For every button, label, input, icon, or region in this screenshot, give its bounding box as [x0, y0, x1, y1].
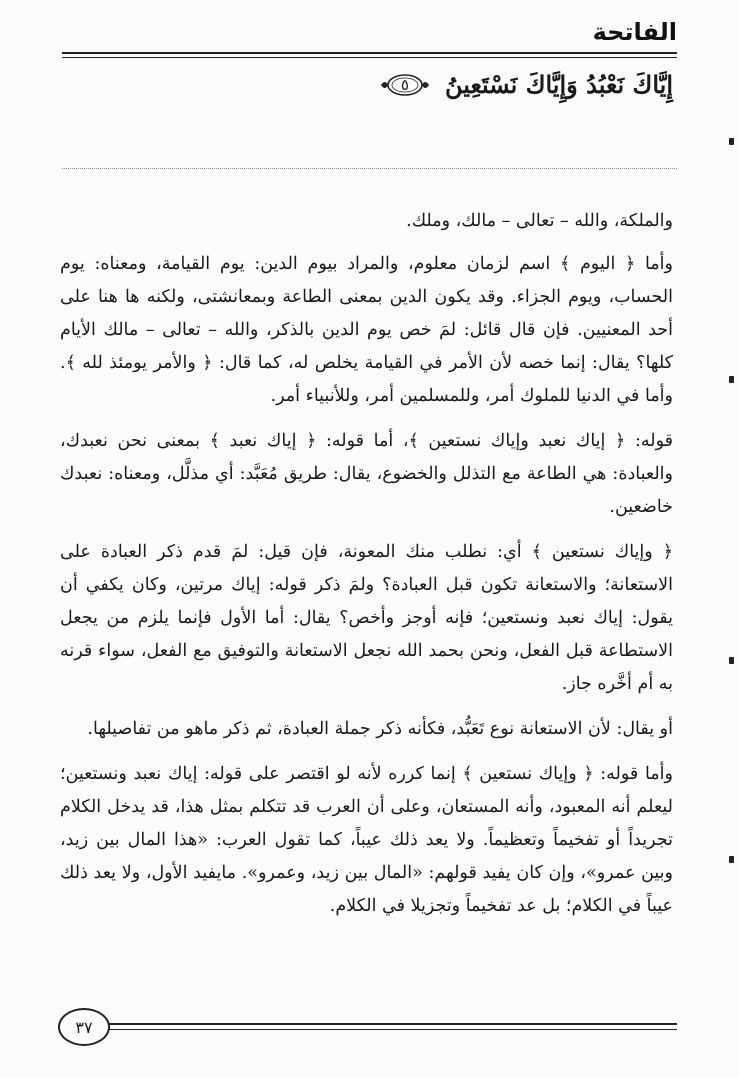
paragraph: وأما قوله: ﴿ وإياك نستعين ﴾ إنما كرره لأنه لو اقتصر على قوله: إياك نعبد ونستعين؛ ليعلم أنه المعبود، وأنه المستعان، وعلى أن العرب قد تتكلم بمثل هذا، قد يدخل الكلام تجريداً أو تفخيماً وتعظيماً. ولا يعد ذلك عيباً، كما تقول العرب: «هذا المال بين زيد، وبين عمرو»، وإن كان يفيد قولهم: «المال بين زيد، وعمرو». مايفيد الأول، ولا يعد ذلك عيباً في الكلام؛ بل عد تفخيماً وتجزيلا في الكلام. [60, 764, 673, 916]
footer-rule-thin [108, 1029, 677, 1030]
header-rule-thick [62, 52, 677, 54]
running-header-surah-name: الفاتحة [592, 18, 677, 46]
verse-heading [379, 70, 673, 99]
footer-rule-thick [108, 1023, 677, 1025]
paragraph: والملكة، والله – تعالى – مالك، وملك. [406, 211, 673, 231]
margin-mark [729, 138, 734, 145]
margin-mark [729, 856, 734, 863]
header-rule-thin [62, 57, 677, 58]
verse-number-ornament [379, 71, 431, 99]
commentary-body [60, 205, 673, 935]
paragraph: قوله: ﴿ إياك نعبد وإياك نستعين ﴾، أما قوله: ﴿ إياك نعبد ﴾ بمعنى نحن نعبدك، والعبادة: هي الطاعة مع التذلل والخضوع، يقال: طريق مُعَبَّد: أي مذلَّل، ومعناه: نعبدك خاضعين. [60, 431, 673, 517]
paragraph: ﴿ وإياك نستعين ﴾ أي: نطلب منك المعونة، فإن قيل: لمَ قدم ذكر العبادة على الاستعانة؛ والاستعانة تكون قبل العبادة؟ ولمَ ذكر قوله: إياك مرتين، وكان يكفي أن يقول: إياك نعبد ونستعين؛ فإنه أوجز وأخص؟ يقال: أما الأول فإنما يلزم من يجعل الاستطاعة قبل الفعل، ونحن بحمد الله نجعل الاستعانة والتوفيق مع الفعل، سواء قرنه به أم أخَّره جاز. [60, 542, 673, 694]
paragraph: وأما ﴿ اليوم ﴾ اسم لزمان معلوم، والمراد بيوم الدين: يوم القيامة، ومعناه: يوم الحساب، ويوم الجزاء. وقد يكون الدين بمعنى الطاعة وبمعانشتى، ولكنه ها هنا على أحد المعنيين. فإن قال قائل: لمَ خص يوم الدين بالذكر، والله – تعالى – مالك الأيام كلها؟ يقال: إنما خصه لأن الأمر في القيامة يخلص له، كما قال: ﴿ والأمر يومئذ لله ﴾. وأما في الدنيا للملوك أمر، وللمسلمين أمر، وللأنبياء أمر. [60, 254, 673, 406]
verse-number: ٥ [400, 75, 409, 94]
margin-mark [729, 657, 734, 664]
margin-mark [729, 376, 734, 383]
page-number: ٣٧ [58, 1008, 110, 1046]
verse-text: إِيَّاكَ نَعْبُدُ وَإِيَّاكَ نَسْتَعِينُ [444, 70, 673, 99]
section-divider [62, 168, 677, 169]
paragraph: أو يقال: لأن الاستعانة نوع تَعَبُّد، فكأنه ذكر جملة العبادة، ثم ذكر ماهو من تفاصيلها. [87, 719, 673, 739]
